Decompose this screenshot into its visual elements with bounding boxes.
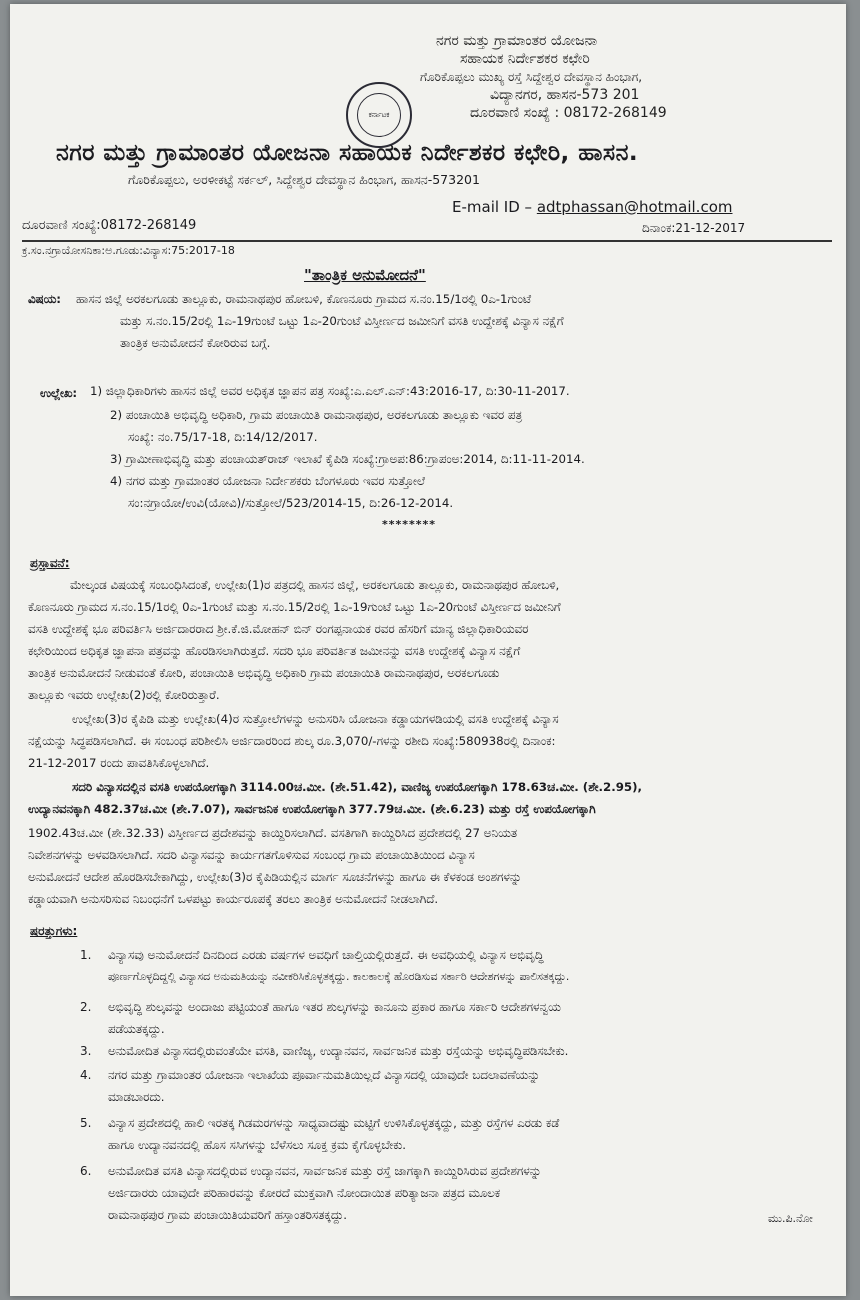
- condition-line: ರಾಮನಾಥಪುರ ಗ್ರಾಮ ಪಂಚಾಯಿತಿಯವರಿಗೆ ಹಸ್ತಾಂತರಿಸತಕ್ಕದ್ದು.: [108, 1208, 348, 1222]
- subject-label: ವಿಷಯ:: [28, 292, 61, 306]
- condition-line: ಪಡೆಯತಕ್ಕದ್ದು.: [108, 1022, 165, 1036]
- condition-line: ಹಾಗೂ ಉದ್ಯಾನವನದಲ್ಲಿ ಹೊಸ ಸಸಿಗಳನ್ನು ಬೆಳೆಸಲು ಸೂಕ್ತ ಕ್ರಮ ಕೈಗೊಳ್ಳಬೇಕು.: [108, 1138, 406, 1152]
- stamp-line: ವಿದ್ಯಾನಗರ, ಹಾಸನ-573 201: [490, 87, 640, 103]
- preamble-line: 21-12-2017 ರಂದು ಪಾವತಿಸಿಕೊಳ್ಳಲಾಗಿದೆ.: [28, 756, 210, 770]
- continued-overleaf: ಮು.ಪಿ.ನೋ: [768, 1212, 813, 1225]
- document-page: [10, 4, 846, 1296]
- seal-emblem-icon: [357, 93, 401, 137]
- condition-number: 4.: [80, 1068, 92, 1082]
- preamble-line: ತಾಂತ್ರಿಕ ಅನುಮೋದನೆ ನೀಡುವಂತೆ ಕೋರಿ, ಪಂಚಾಯಿತಿ ಅಭಿವೃದ್ಧಿ ಅಧಿಕಾರಿ ಗ್ರಾಮ ಪಂಚಾಯಿತಿ ರಾಮನಾಥಪುರ, ಅರಕಲಗೂಡು: [28, 666, 500, 680]
- preamble-line: ತಾಲ್ಲೂಕು ಇವರು ಉಲ್ಲೇಖ(2)ರಲ್ಲಿ ಕೋರಿರುತ್ತಾರೆ.: [28, 688, 220, 702]
- reference-item: 2) ಪಂಚಾಯಿತಿ ಅಭಿವೃದ್ಧಿ ಅಧಿಕಾರಿ, ಗ್ರಾಮ ಪಂಚಾಯಿತಿ ರಾಮನಾಥಪುರ, ಅರಕಲಗೂಡು ತಾಲ್ಲೂಕು ಇವರ ಪತ್ರ: [110, 408, 523, 422]
- preamble-line: ಉದ್ಯಾನವನಕ್ಕಾಗಿ 482.37ಚ.ಮೀ (ಶೇ.7.07), ಸಾರ್ವಜನಿಕ ಉಪಯೋಗಕ್ಕಾಗಿ 377.79ಚ.ಮೀ. (ಶೇ.6.23) ಮತ್ತು ರಸ್ತೆ ಉಪಯೋಗಕ್ಕಾಗಿ: [28, 802, 596, 816]
- reference-item: ಸಂಖ್ಯೆ: ನಂ.75/17-18, ದಿ:14/12/2017.: [128, 430, 318, 444]
- preamble-line: ವಸತಿ ಉದ್ದೇಶಕ್ಕೆ ಭೂ ಪರಿವರ್ತಿಸಿ ಅರ್ಜಿದಾರರಾದ ಶ್ರೀ.ಕೆ.ಜಿ.ಮೋಹನ್ ಬಿನ್ ರಂಗಪ್ಪನಾಯಕ ರವರ ಹೆಸರಿಗೆ ಮಾನ್ಯ ಜಿಲ್ಲಾಧಿಕಾರಿಯವರ: [28, 622, 529, 636]
- document-date: ದಿನಾಂಕ:21-12-2017: [642, 221, 746, 235]
- condition-line: ಅರ್ಜಿದಾರರು ಯಾವುದೇ ಪರಿಹಾರವನ್ನು ಕೋರದೆ ಮುಕ್ತವಾಗಿ ನೋಂದಾಯಿತ ಪರಿತ್ಯಾಜನಾ ಪತ್ರದ ಮೂಲಕ: [108, 1186, 501, 1200]
- preamble-line: 1902.43ಚ.ಮೀ (ಶೇ.32.33) ವಿಸ್ತೀರ್ಣದ ಪ್ರದೇಶವನ್ನು ಕಾಯ್ದಿರಿಸಲಾಗಿದೆ. ವಸತಿಗಾಗಿ ಕಾಯ್ದಿರಿಸಿದ ಪ್ರದೇಶದಲ್ಲಿ 27 ಅನಿಯತ: [28, 826, 517, 840]
- seal-text: ಕರ್ನಾಟಕ: [368, 110, 390, 119]
- condition-line: ಮಾಡಬಾರದು.: [108, 1090, 165, 1104]
- subject-line: ಮತ್ತು ಸ.ನಂ.15/2ರಲ್ಲಿ 1ಎ-19ಗುಂಟೆ ಒಟ್ಟು 1ಎ-20ಗುಂಟೆ ವಿಸ್ತೀರ್ಣದ ಜಮೀನಿಗೆ ವಸತಿ ಉದ್ದೇಶಕ್ಕೆ ವಿನ್ಯಾಸ ನಕ್ಷೆಗೆ: [120, 314, 564, 328]
- reference-item: 4) ನಗರ ಮತ್ತು ಗ್ರಾಮಾಂತರ ಯೋಜನಾ ನಿರ್ದೇಶಕರು ಬೆಂಗಳೂರು ಇವರ ಸುತ್ತೋಲೆ: [110, 474, 425, 488]
- preamble-heading: ಪ್ರಸ್ತಾವನೆ:: [30, 556, 70, 570]
- office-address: ಗೊರಿಕೊಪ್ಪಲು, ಅರಳೀಕಟ್ಟೆ ಸರ್ಕಲ್, ಸಿದ್ದೇಶ್ವರ ದೇವಸ್ಥಾನ ಹಿಂಭಾಗ, ಹಾಸನ-573201: [128, 172, 480, 187]
- condition-number: 6.: [80, 1164, 92, 1178]
- condition-number: 3.: [80, 1044, 92, 1058]
- header-divider: [22, 240, 832, 242]
- phone-number: ದೂರವಾಣಿ ಸಂಖ್ಯೆ:08172-268149: [22, 218, 197, 233]
- condition-line: ಪೂರ್ಣಗೊಳ್ಳದಿದ್ದಲ್ಲಿ ವಿನ್ಯಾಸದ ಅನುಮತಿಯನ್ನು ನವೀಕರಿಸಿಕೊಳ್ಳತಕ್ಕದ್ದು. ಕಾಲಕಾಲಕ್ಕೆ ಹೊರಡಿಸುವ ಸರ್ಕಾರಿ ಆದೇಶಗಳನ್ನು ಪಾಲಿಸತಕ್ಕದ್ದು.: [108, 970, 570, 983]
- stamp-line: ಸಹಾಯಕ ನಿರ್ದೇಶಕರ ಕಛೇರಿ: [460, 51, 590, 67]
- stamp-line: ಗೊರಿಕೊಪ್ಪಲು ಮುಖ್ಯ ರಸ್ತೆ ಸಿದ್ದೇಶ್ವರ ದೇವಸ್ಥಾನ ಹಿಂಭಾಗ,: [420, 70, 643, 84]
- stamp-line: ನಗರ ಮತ್ತು ಗ್ರಾಮಾಂತರ ಯೋಜನಾ: [436, 33, 598, 49]
- preamble-line: ನಕ್ಷೆಯನ್ನು ಸಿದ್ಧಪಡಿಸಲಾಗಿದೆ. ಈ ಸಂಬಂಧ ಪರಿಶೀಲಿಸಿ ಅರ್ಜಿದಾರರಿಂದ ಶುಲ್ಕ ರೂ.3,070/-ಗಳನ್ನು ರಶೀದಿ ಸಂಖ್ಯೆ:580938ರಲ್ಲಿ ದಿನಾಂಕ:: [28, 734, 556, 748]
- condition-line: ಅನುಮೋದಿತ ವಸತಿ ವಿನ್ಯಾಸದಲ್ಲಿರುವ ಉದ್ಯಾನವನ, ಸಾರ್ವಜನಿಕ ಮತ್ತು ರಸ್ತೆ ಜಾಗಕ್ಕಾಗಿ ಕಾಯ್ದಿರಿಸಿರುವ ಪ್ರದೇಶಗಳನ್ನು: [108, 1164, 542, 1178]
- preamble-line: ಕಡ್ಡಾಯವಾಗಿ ಅನುಸರಿಸುವ ನಿಬಂಧನೆಗೆ ಒಳಪಟ್ಟು ಕಾರ್ಯರೂಪಕ್ಕೆ ತರಲು ತಾಂತ್ರಿಕ ಅನುಮೋದನೆ ನೀಡಲಾಗಿದೆ.: [28, 892, 439, 906]
- office-title: ನಗರ ಮತ್ತು ಗ್ರಾಮಾಂತರ ಯೋಜನಾ ಸಹಾಯಕ ನಿರ್ದೇಶಕರ ಕಛೇರಿ, ಹಾಸನ.: [56, 140, 639, 166]
- subject-line: ತಾಂತ್ರಿಕ ಅನುಮೋದನೆ ಕೋರಿರುವ ಬಗ್ಗೆ.: [120, 336, 271, 350]
- reference-item: ಸಂ:ನಗ್ರಾಯೋ/ಉವಿ(ಯೋವಿ)/ಸುತ್ತೋಲೆ/523/2014-15, ದಿ:26-12-2014.: [128, 496, 454, 510]
- preamble-line: ಅನುಮೋದನೆ ಆದೇಶ ಹೊರಡಿಸಬೇಕಾಗಿದ್ದು, ಉಲ್ಲೇಖ(3)ರ ಕೈಪಿಡಿಯಲ್ಲಿನ ಮಾರ್ಗ ಸೂಚನೆಗಳನ್ನು ಹಾಗೂ ಈ ಕೆಳಕಂಡ ಅಂಶಗಳನ್ನು: [28, 870, 522, 884]
- preamble-line: ಉಲ್ಲೇಖ(3)ರ ಕೈಪಿಡಿ ಮತ್ತು ಉಲ್ಲೇಖ(4)ರ ಸುತ್ತೋಲೆಗಳನ್ನು ಅನುಸರಿಸಿ ಯೋಜನಾ ಕಡ್ಡಾಯಗಳಡಿಯಲ್ಲಿ ವಸತಿ ಉದ್ದೇಶಕ್ಕೆ ವಿನ್ಯಾಸ: [72, 712, 559, 726]
- stamp-line: ದೂರವಾಣಿ ಸಂಖ್ಯೆ : 08172-268149: [470, 105, 667, 121]
- reference-number: ಕ್ರ.ಸಂ.ನಗ್ರಾಯೋಸನಿಕಾ:ಅ.ಗೂಡು:ವಿನ್ಯಾಸ:75:2017-18: [22, 244, 235, 257]
- government-seal: [346, 82, 412, 148]
- document-title: "ತಾಂತ್ರಿಕ ಅನುಮೋದನೆ": [304, 266, 426, 284]
- preamble-line: ನಿವೇಶನಗಳನ್ನು ಅಳವಡಿಸಲಾಗಿದೆ. ಸದರಿ ವಿನ್ಯಾಸವನ್ನು ಕಾರ್ಯಗತಗೊಳಿಸುವ ಸಂಬಂಧ ಗ್ರಾಮ ಪಂಚಾಯಿತಿಯಿಂದ ವಿನ್ಯಾಸ: [28, 848, 475, 862]
- subject-line: ಹಾಸನ ಜಿಲ್ಲೆ ಅರಕಲಗೂಡು ತಾಲ್ಲೂಕು, ರಾಮನಾಥಪುರ ಹೋಬಳಿ, ಕೊಣನೂರು ಗ್ರಾಮದ ಸ.ನಂ.15/1ರಲ್ಲಿ 0ಎ-1ಗುಂಟೆ: [76, 292, 532, 306]
- condition-line: ವಿನ್ಯಾಸವು ಅನುಮೋದನೆ ದಿನದಿಂದ ಎರಡು ವರ್ಷಗಳ ಅವಧಿಗೆ ಚಾಲ್ತಿಯಲ್ಲಿರುತ್ತದೆ. ಈ ಅವಧಿಯಲ್ಲಿ ವಿನ್ಯಾಸ ಅಭಿವೃದ್ಧಿ: [108, 948, 544, 962]
- reference-item: 1) ಜಿಲ್ಲಾಧಿಕಾರಿಗಳು ಹಾಸನ ಜಿಲ್ಲೆ ಅವರ ಅಧಿಕೃತ ಜ್ಞಾಪನ ಪತ್ರ ಸಂಖ್ಯೆ:ಎ.ಎಲ್.ಎನ್:43:2016-17, ದಿ:30-11-2017.: [90, 384, 570, 398]
- preamble-line: ಕಛೇರಿಯಿಂದ ಅಧಿಕೃತ ಜ್ಞಾಪನಾ ಪತ್ರವನ್ನು ಹೊರಡಿಸಲಾಗಿರುತ್ತದೆ. ಸದರಿ ಭೂ ಪರಿವರ್ತಿತ ಜಮೀನನ್ನು ವಸತಿ ಉದ್ದೇಶಕ್ಕೆ ವಿನ್ಯಾಸ ನಕ್ಷೆಗೆ: [28, 644, 521, 658]
- preamble-line: ಮೇಲ್ಕಂಡ ವಿಷಯಕ್ಕೆ ಸಂಬಂಧಿಸಿದಂತೆ, ಉಲ್ಲೇಖ(1)ರ ಪತ್ರದಲ್ಲಿ ಹಾಸನ ಜಿಲ್ಲೆ, ಅರಕಲಗೂಡು ತಾಲ್ಲೂಕು, ರಾಮನಾಥಪುರ ಹೋಬಳಿ,: [70, 578, 560, 592]
- preamble-line: ಸದರಿ ವಿನ್ಯಾಸದಲ್ಲಿನ ವಸತಿ ಉಪಯೋಗಕ್ಕಾಗಿ 3114.00ಚ.ಮೀ. (ಶೇ.51.42), ವಾಣಿಜ್ಯ ಉಪಯೋಗಕ್ಕಾಗಿ 178.63ಚ.ಮೀ. (ಶೇ.2.95),: [72, 780, 642, 794]
- condition-line: ನಗರ ಮತ್ತು ಗ್ರಾಮಾಂತರ ಯೋಜನಾ ಇಲಾಖೆಯ ಪೂರ್ವಾನುಮತಿಯಿಲ್ಲದೆ ವಿನ್ಯಾಸದಲ್ಲಿ ಯಾವುದೇ ಬದಲಾವಣೆಯನ್ನು: [108, 1068, 540, 1082]
- reference-item: 3) ಗ್ರಾಮೀಣಾಭಿವೃದ್ಧಿ ಮತ್ತು ಪಂಚಾಯತ್‌ರಾಜ್ ಇಲಾಖೆ ಕೈಪಿಡಿ ಸಂಖ್ಯೆ:ಗ್ರಾಅಪ:86:ಗ್ರಾಪಂಅ:2014, ದಿ:11-11-2014.: [110, 452, 585, 466]
- email-label: E-mail ID –: [452, 198, 533, 216]
- office-stamp: [420, 32, 840, 122]
- condition-number: 5.: [80, 1116, 92, 1130]
- email-line: [452, 198, 732, 216]
- references-label: ಉಲ್ಲೇಖ:: [40, 386, 78, 400]
- email-link[interactable]: adtphassan@hotmail.com: [536, 198, 733, 216]
- condition-line: ಅಭಿವೃದ್ಧಿ ಶುಲ್ಕವನ್ನು ಅಂದಾಜು ಪಟ್ಟಿಯಂತೆ ಹಾಗೂ ಇತರ ಶುಲ್ಕಗಳನ್ನು ಕಾನೂನು ಪ್ರಕಾರ ಹಾಗೂ ಸರ್ಕಾರಿ ಆದೇಶಗಳನ್ವಯ: [108, 1000, 561, 1014]
- condition-line: ವಿನ್ಯಾಸ ಪ್ರದೇಶದಲ್ಲಿ ಹಾಲಿ ಇರತಕ್ಕ ಗಿಡಮರಗಳನ್ನು ಸಾಧ್ಯವಾದಷ್ಟು ಮಟ್ಟಿಗೆ ಉಳಿಸಿಕೊಳ್ಳತಕ್ಕದ್ದು, ಮತ್ತು ರಸ್ತೆಗಳ ಎರಡು ಕಡೆ: [108, 1116, 560, 1130]
- conditions-heading: ಷರತ್ತುಗಳು:: [30, 924, 78, 938]
- condition-line: ಅನುಮೋದಿತ ವಿನ್ಯಾಸದಲ್ಲಿರುವಂತೆಯೇ ವಸತಿ, ವಾಣಿಜ್ಯ, ಉದ್ಯಾನವನ, ಸಾರ್ವಜನಿಕ ಮತ್ತು ರಸ್ತೆಯನ್ನು ಅಭಿವೃದ್ಧಿಪಡಿಸಬೇಕು.: [108, 1044, 569, 1058]
- condition-number: 2.: [80, 1000, 92, 1014]
- condition-number: 1.: [80, 948, 92, 962]
- preamble-line: ಕೊಣನೂರು ಗ್ರಾಮದ ಸ.ನಂ.15/1ರಲ್ಲಿ 0ಎ-1ಗುಂಟೆ ಮತ್ತು ಸ.ನಂ.15/2ರಲ್ಲಿ 1ಎ-19ಗುಂಟೆ ಒಟ್ಟು 1ಎ-20ಗುಂಟೆ ವಿಸ್ತೀರ್ಣದ ಜಮೀನಿಗೆ: [28, 600, 561, 614]
- separator-stars: ********: [382, 518, 437, 531]
